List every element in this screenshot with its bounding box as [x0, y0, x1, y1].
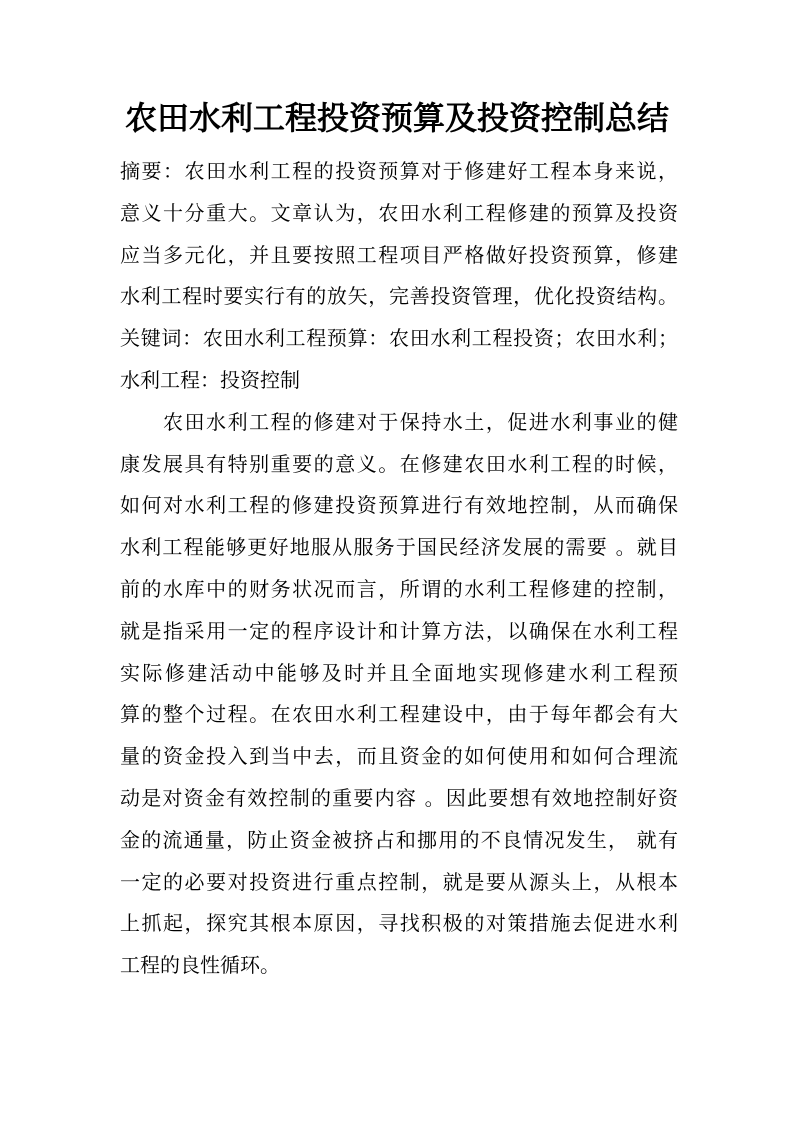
document-body: [120, 151, 678, 987]
document-title: 农田水利工程投资预算及投资控制总结: [124, 99, 669, 137]
abstract-line: 摘要：农田水利工程的投资预算对于修建好工程本身来说，: [120, 159, 678, 183]
body-line: 水利工程能够更好地服从服务于国民经济发展的需要 。就目: [120, 535, 678, 560]
keywords-line: 关键词：农田水利工程预算：农田水利工程投资；农田水利；: [120, 326, 678, 351]
body-line: 算的整个过程。在农田水利工程建设中，由于每年都会有大: [120, 702, 678, 727]
body-line: 前的水库中的财务状况而言，所谓的水利工程修建的控制，: [120, 576, 678, 601]
keywords-line: 水利工程：投资控制: [120, 367, 300, 392]
abstract-section: [120, 151, 678, 318]
abstract-line: 水利工程时要实行有的放矢，完善投资管理，优化投资结构。: [120, 284, 678, 309]
body-line: 动是对资金有效控制的重要内容 。因此要想有效地控制好资: [120, 785, 678, 810]
abstract-line: 意义十分重大。文章认为，农田水利工程修建的预算及投资: [120, 200, 678, 225]
abstract-line: 应当多元化，并且要按照工程项目严格做好投资预算，修建: [120, 242, 678, 267]
body-line: 上抓起，探究其根本原因，寻找积极的对策措施去促进水利: [120, 911, 678, 936]
body-paragraph: [120, 402, 678, 987]
body-line: 如何对水利工程的修建投资预算进行有效地控制，从而确保: [120, 493, 678, 518]
body-line: 量的资金投入到当中去，而且资金的如何使用和如何合理流: [120, 744, 678, 769]
body-line: 实际修建活动中能够及时并且全面地实现修建水利工程预: [120, 660, 678, 685]
body-line: 一定的必要对投资进行重点控制，就是要从源头上，从根本: [120, 869, 678, 894]
body-line: 康发展具有特别重要的意义。在修建农田水利工程的时候，: [120, 451, 678, 476]
body-line: 就是指采用一定的程序设计和计算方法，以确保在水利工程: [120, 618, 678, 643]
body-line: 农田水利工程的修建对于保持水土，促进水利事业的健: [163, 409, 678, 434]
keywords-section: [120, 318, 678, 402]
body-line: 工程的良性循环。: [120, 953, 280, 978]
body-line: 金的流通量，防止资金被挤占和挪用的不良情况发生， 就有: [120, 827, 678, 852]
